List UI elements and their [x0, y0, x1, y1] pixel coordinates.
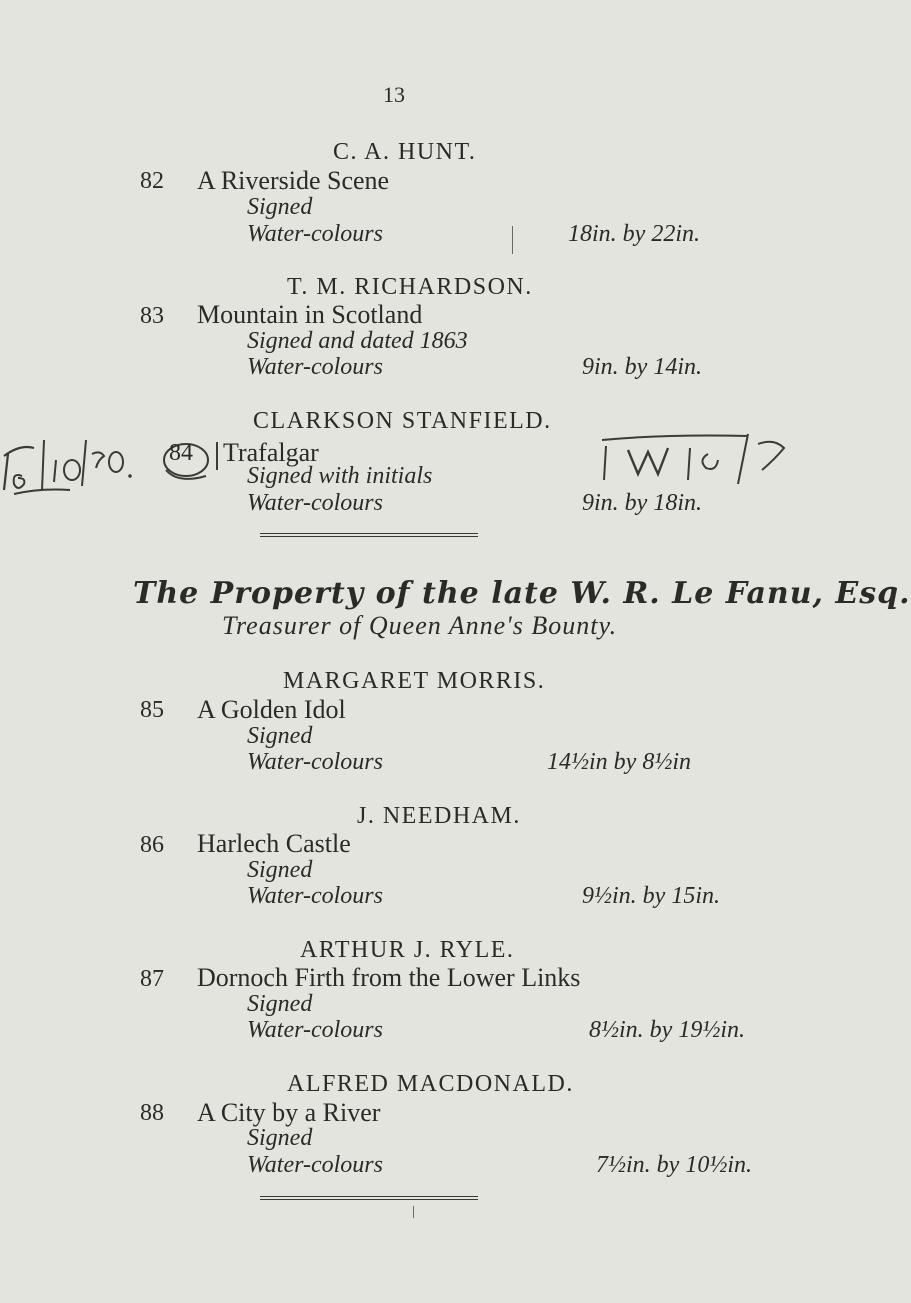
handwritten-buyer-annotation — [598, 430, 800, 490]
dimensions: 14½in by 8½in — [547, 749, 691, 775]
divider — [260, 533, 478, 534]
medium: Water-colours — [247, 749, 383, 775]
dimensions: 8½in. by 19½in. — [589, 1017, 745, 1043]
medium: Water-colours — [247, 221, 383, 247]
medium: Water-colours — [247, 883, 383, 909]
artist-name: CLARKSON STANFIELD. — [253, 408, 552, 434]
divider — [260, 1199, 478, 1200]
artist-name: ALFRED MACDONALD. — [287, 1071, 574, 1097]
lot-number: 83 — [140, 303, 164, 329]
divider — [260, 1196, 478, 1197]
lot-number: 82 — [140, 168, 164, 194]
signed-note: Signed — [247, 194, 313, 220]
signed-note: Signed — [247, 1125, 313, 1151]
lot-number: 86 — [140, 832, 164, 858]
lot-number: 84 — [169, 440, 193, 466]
lot-title: Trafalgar — [223, 438, 319, 467]
lot-number: 87 — [140, 966, 164, 992]
artist-name: T. M. RICHARDSON. — [287, 274, 533, 300]
artist-name: C. A. HUNT. — [333, 139, 477, 165]
property-heading: The Property of the late W. R. Le Fanu, Esq. — [133, 576, 911, 611]
medium: Water-colours — [247, 1017, 383, 1043]
property-subtitle: Treasurer of Queen Anne's Bounty. — [222, 611, 618, 640]
dimensions: 9½in. by 15in. — [582, 883, 720, 909]
lot-number: 88 — [140, 1100, 164, 1126]
lot-number: 85 — [140, 697, 164, 723]
signed-note: Signed and dated 1863 — [247, 328, 468, 354]
signed-note: Signed — [247, 857, 313, 883]
artist-name: MARGARET MORRIS. — [283, 668, 546, 694]
lot-title: Dornoch Firth from the Lower Links — [197, 963, 581, 992]
artist-name: ARTHUR J. RYLE. — [300, 937, 515, 963]
lot-title: A Riverside Scene — [197, 166, 390, 195]
margin-mark — [413, 1206, 414, 1218]
signed-note: Signed with initials — [247, 463, 433, 489]
medium: Water-colours — [247, 354, 383, 380]
lot-title: Mountain in Scotland — [197, 300, 423, 329]
dimensions: 9in. by 18in. — [582, 490, 702, 516]
margin-mark — [216, 442, 218, 470]
lot-title: A Golden Idol — [197, 695, 346, 724]
lot-title: A City by a River — [197, 1098, 381, 1127]
medium: Water-colours — [247, 490, 383, 516]
dimensions: 18in. by 22in. — [568, 221, 700, 247]
dimensions: 9in. by 14in. — [582, 354, 702, 380]
lot-title: Harlech Castle — [197, 829, 351, 858]
margin-mark — [512, 226, 513, 254]
dimensions: 7½in. by 10½in. — [596, 1152, 752, 1178]
medium: Water-colours — [247, 1152, 383, 1178]
artist-name: J. NEEDHAM. — [357, 803, 521, 829]
signed-note: Signed — [247, 723, 313, 749]
divider — [260, 536, 478, 537]
page-number: 13 — [383, 82, 405, 107]
signed-note: Signed — [247, 991, 313, 1017]
